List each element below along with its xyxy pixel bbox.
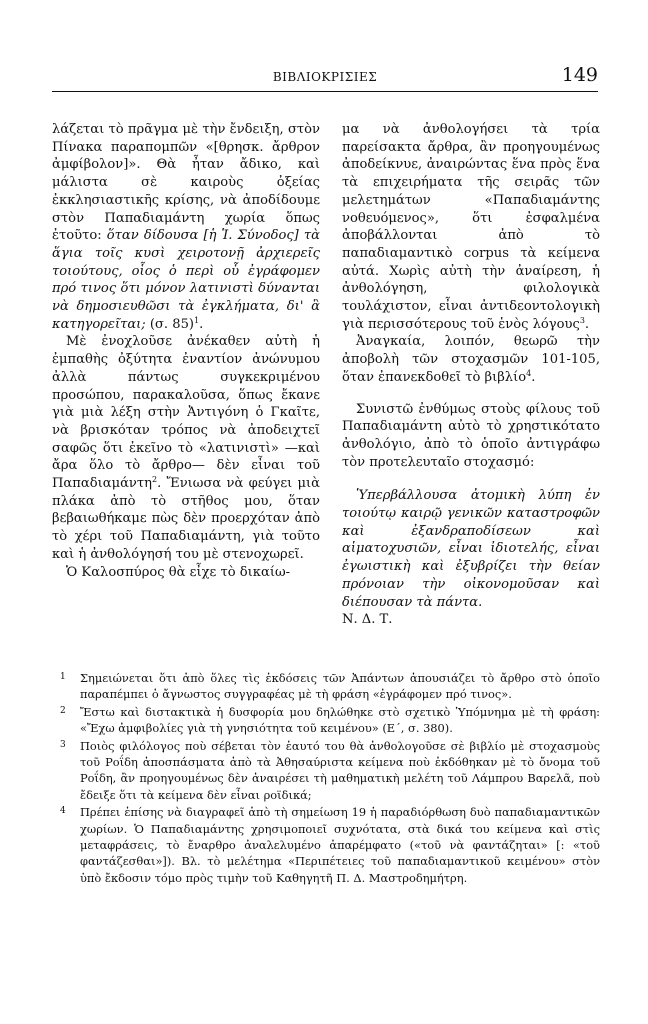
footnote-number: 3 xyxy=(60,739,66,750)
paragraph-text: Μὲ ἐνοχλοῦσε ἀνέκαθεν αὐτὴ ἡ ἐμπαθὴς ὀξύτητα ἐναντίον ἀνώνυμου ἀλλὰ πάντως συγκεκριμένου προσώπου, παρακαλοῦσα, ὅπως ἔκανε γιὰ μιὰ λέξη στὴν Ἀντιγόνη ὁ Γκαῖτε, νὰ βρισκόταν τρόπος νὰ ἀποδειχτεῖ σαφῶς ὅτι ἐκεῖνο τὸ «λατινιστὶ» —καὶ ἄρα ὅλο τὸ ἄρθρο— δὲν εἶναι τοῦ Παπαδιαμάντη xyxy=(52,334,320,492)
footnote xyxy=(52,804,600,886)
block-quote xyxy=(342,487,600,611)
paragraph: Ἀναγκαία, λοιπόν, θεωρῶ τὴν ἀποβολὴ τῶν στοχασμῶν 101-105, ὅταν ἐπανεκδοθεῖ τὸ βιβλίο$^4$. xyxy=(342,334,600,385)
paragraph-text: μα νὰ ἀνθολογήσει τὰ τρία παρείσακτα ἄρθρα, ἂν προηγουμένως ἀποδείκνυε, ἀναιρώντας ἕνα πρὸς ἕνα τὰ επιχειρήματα τῆς σειρᾶς τῶν μελετημάτων «Παπαδιαμάντης νοθευόμενος», ὅτι ἐσφαλμένα ἀποβάλλονται ἀπὸ τὸ παπαδιαμαντικὸ corpus τὰ κείμενα αὐτά. Χωρὶς αὐτὴ τὴν ἀναίρεση, ἡ ἀνθολόγηση, φιλολογικὰ τουλάχιστον, εἶναι ἀντιδεοντολογικὴ γιὰ περισσότερους τοῦ ἑνὸς λόγους xyxy=(342,122,600,332)
footnote xyxy=(52,704,600,737)
quotation: ὅταν δίδουσα [ἡ Ἱ. Σύνοδος] τὰ ἅγια τοῖς κυσὶ χειροτονῇ ἀρχιερεῖς τοιούτους, οἷος ὁ περὶ οὗ ἐγράφομεν πρό τινος ὅτι μόνον λατινιστὶ δύνανται νὰ δημοσιευθῶσι τὰ ἐγκλήματα, δι' ἃ κατηγορεῖται; xyxy=(52,228,320,332)
footnote-number: 1 xyxy=(60,672,66,682)
paragraph-text: . Ἔνιωσα νὰ φεύγει μιὰ πλάκα ἀπὸ τὸ στῆθος μου, ὅταν βεβαιωθήκαμε πὼς δὲν προερχόταν ἀπὸ τὸ χέρι τοῦ Παπαδιαμάντη, γιὰ τοῦτο καὶ ἡ ἀνθολόγησή του μὲ στενοχωρεῖ. xyxy=(52,476,320,562)
page-header xyxy=(52,62,598,88)
paragraph: μα νὰ ἀνθολογήσει τὰ τρία παρείσακτα ἄρθρα, ἂν προηγουμένως ἀποδείκνυε, ἀναιρώντας ἕνα πρὸς ἕνα τὰ επιχειρήματα τῆς σειρᾶς τῶν μελετημάτων «Παπαδιαμάντης νοθευόμενος», ὅτι ἐσφαλμένα ἀποβάλλονται ἀπὸ τὸ παπαδιαμαντικὸ corpus τὰ κείμενα αὐτά. Χωρὶς αὐτὴ τὴν ἀναίρεση, ἡ ἀνθολόγηση, φιλολογικὰ τουλάχιστον, εἶναι ἀντιδεοντολογικὴ γιὰ περισσότερους τοῦ ἑνὸς λόγους$^3$. xyxy=(342,122,600,332)
footnote-number: 4 xyxy=(60,806,66,817)
paragraph xyxy=(52,333,320,563)
footnote xyxy=(52,670,600,703)
paragraph-text: Ὁ Καλοσπύρος θὰ εἶχε τὸ δικαίω- xyxy=(66,564,291,580)
page-reference: (σ. 85) xyxy=(145,316,195,332)
footnote-ref[interactable]: 4 xyxy=(526,368,532,378)
quote-text: Ὑπερβάλλουσα ἀτομικὴ λύπη ἐν τοιούτῳ καιρῷ γενικῶν καταστροφῶν καὶ ἐξανδραποδίσεων καὶ αἱματοχυσιῶν, εἶναι ἰδιοτελής, εἶναι ἐγωιστικὴ καὶ ἐξυβρίζει τὴν θείαν πρόνοιαν τὴν οἰκονομοῦσαν καὶ διέπουσαν τὰ πάντα. xyxy=(342,488,600,610)
paragraph-text: Συνιστῶ ἐνθύμως στοὺς φίλους τοῦ Παπαδιαμάντη αὐτὸ τὸ χρηστικότατο ἀνθολόγιο, ἀπὸ τὸ ὁποῖο ἀντιγράφω τὸν προτελευταῖο στοχασμό: xyxy=(342,401,600,470)
footnote-text: Ποιὸς φιλόλογος ποὺ σέβεται τὸν ἑαυτό του θὰ ἀνθολογοῦσε σὲ βιβλίο μὲ στοχασμοὺς τοῦ Ροΐδη ἀποσπάσματα ἀπὸ τὰ Ἀθησαύριστα κείμενα ποὺ ἐκδόθηκαν μὲ τὸ ὄνομα τοῦ Ροΐδη, ἂν προηγουμένως δὲν ἀναιρέσει τὴ μαθηματικὴ μελέτη τοῦ Λάμπρου Βαρελᾶ, ποὺ ἔδειξε ὅτι τὰ κείμενα δὲν εἶναι ροϊδικά; xyxy=(80,738,600,802)
left-column xyxy=(52,121,320,581)
footnote-text: Σημειώνεται ὅτι ἀπὸ ὅλες τὶς ἐκδόσεις τῶν Ἀπάντων ἀπουσιάζει τὸ ἄρθρο στὸ ὁποῖο παραπέμπει ὁ ἄγνωστος συγγραφέας μὲ τὴ φράση «ἐγράφομεν πρό τινος». xyxy=(80,671,600,702)
footnote-ref[interactable]: 1 xyxy=(194,315,200,325)
footnote-number: 2 xyxy=(60,705,66,716)
page-number: 149 xyxy=(561,64,598,86)
paragraph: λάζεται τὸ πρᾶγμα μὲ τὴν ἔνδειξη, στὸν Πίνακα παραπομπῶν «[θρησκ. ἄρθρον ἀμφίβολον]». Θὰ ἦταν ἄδικο, καὶ μάλιστα σὲ καιροὺς ὀξείας ἐκκλησιαστικῆς κρίσης, νὰ ἀποδίδουμε στὸν Παπαδιαμάντη χωρία ὅπως ἐτοῦτο: ὅταν δίδουσα [ἡ Ἱ. Σύνοδος] τὰ ἅγια τοῖς κυσὶ χειροτονῇ ἀρχιερεῖς τοιούτους, οἷος ὁ περὶ οὗ ἐγράφομεν πρό τινος ὅτι μόνον λατινιστὶ δύνανται νὰ δημοσιευθῶσι τὰ ἐγκλήματα, δι' ἃ κατηγορεῖται; (σ. 85)$^1$. xyxy=(52,122,320,332)
footnote-text: Πρέπει ἐπίσης νὰ διαγραφεῖ ἀπὸ τὴ σημείωση 19 ἡ παραδιόρθωση δυὸ παπαδιαμαντικῶν χωρίων. Ὁ Παπαδιαμάντης χρησιμοποιεῖ συχνότατα, στὰ δικά του κείμενα καὶ στὶς μεταφράσεις, τὸ ἔναρθρο ἀναλελυμένο ἀπαρέμφατο («τοῦ νὰ φαντάζηται» [: «τοῦ φαντάζεσθαι»]). Βλ. τὸ μελέτημα «Περιπέτειες τοῦ παπαδιαμαντικοῦ κειμένου» στὸν ὑπὸ ἔκδοσιν τόμο πρὸς τιμὴν τοῦ Καθηγητῆ Π. Δ. Μαστροδημήτρη. xyxy=(80,805,600,885)
footnote xyxy=(52,738,600,804)
footnotes xyxy=(52,670,600,887)
running-head: ΒΙΒΛΙΟΚΡΙΣΙΕΣ xyxy=(272,70,378,84)
header-rule xyxy=(52,91,598,92)
paragraph-text: Ἀναγκαία, λοιπόν, θεωρῶ τὴν ἀποβολὴ τῶν στοχασμῶν 101-105, ὅταν ἐπανεκδοθεῖ τὸ βιβλίο xyxy=(342,334,600,385)
paragraph-text: λάζεται τὸ πρᾶγμα μὲ τὴν ἔνδειξη, στὸν Πίνακα παραπομπῶν «[θρησκ. ἄρθρον ἀμφίβολον]». Θὰ ἦταν ἄδικο, καὶ μάλιστα σὲ καιροὺς ὀξείας ἐκκλησιαστικῆς κρίσης, νὰ ἀποδίδουμε στὸν Παπαδιαμάντη χωρία ὅπως ἐτοῦτο: xyxy=(52,122,320,244)
author-signature: Ν. Δ. Τ. xyxy=(342,612,393,628)
paragraph xyxy=(342,401,600,472)
paragraph xyxy=(52,564,320,582)
footnote-text: Ἔστω καὶ διστακτικὰ ἡ δυσφορία μου δηλώθηκε στὸ σχετικὸ Ὑπόμνημα μὲ τὴ φράση: «Ἔχω ἀμφιβολίες γιὰ τὴ γνησιότητα τοῦ κειμένου» (Ε΄, σ. 380). xyxy=(80,704,600,736)
footnote-ref[interactable]: 2 xyxy=(151,475,158,485)
footnote-ref[interactable]: 3 xyxy=(579,315,585,325)
right-column xyxy=(342,121,600,629)
